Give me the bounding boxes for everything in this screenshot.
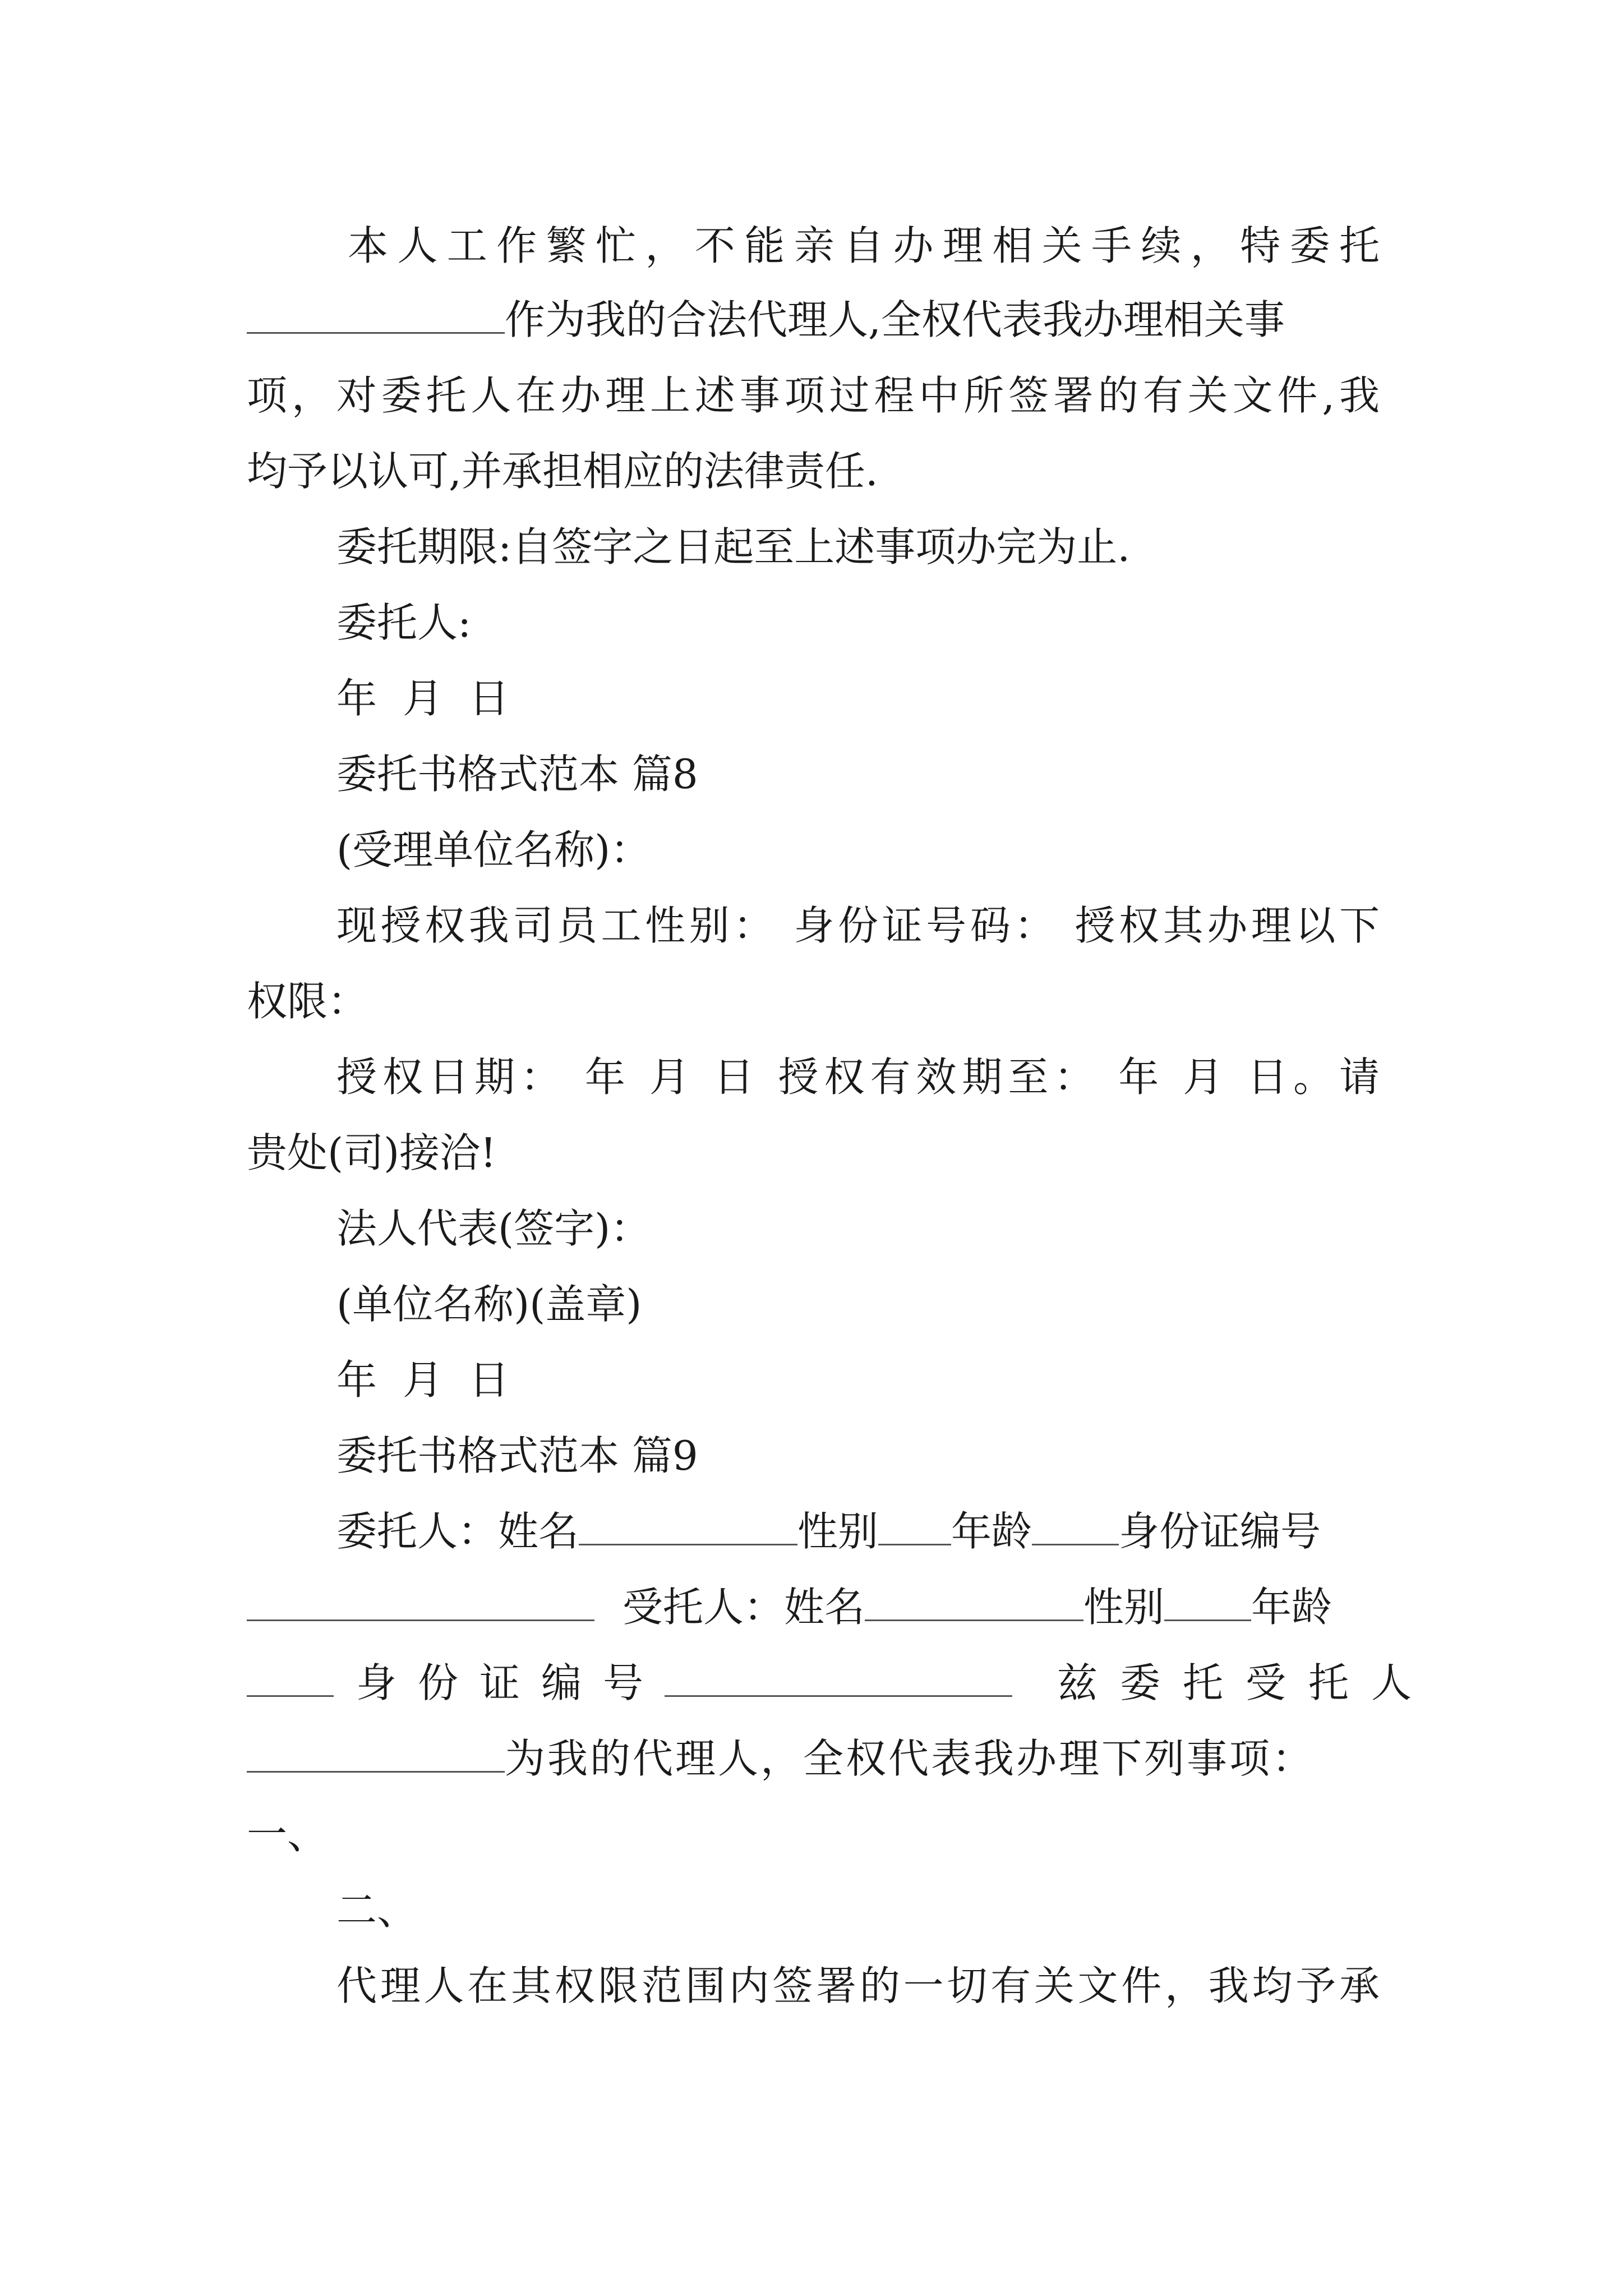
section-heading: 委托书格式范本 篇9 [336,1432,698,1479]
paragraph-text: 为我的代理人，全权代表我办理下列事项： [505,1735,1315,1782]
paragraph-text: 作为我的合法代理人,全权代表我办理相关事 [505,296,1285,343]
fill-in-blank [865,1584,1083,1621]
fill-in-blank [579,1508,797,1545]
paragraph-line: 委托人: [336,599,472,646]
paragraph-line: 委托期限:自签字之日起至上述事项办完为止. [336,523,1131,570]
paragraph-line: 一、 [247,1811,328,1858]
fill-in-blank [247,1584,594,1621]
paragraph-line: 项，对委托人在办理上述事项过程中所签署的有关文件,我 [247,372,1380,419]
section-heading: 委托书格式范本 篇8 [336,751,698,798]
paragraph-text: 性别 [1083,1584,1165,1631]
date-line [336,1353,509,1407]
paragraph-text: 年龄 [951,1508,1032,1555]
paragraph-text: 年龄 [1251,1584,1332,1631]
fill-in-blank [247,1659,334,1697]
fill-in-blank [878,1508,951,1545]
paragraph-text: 受托人：姓名 [623,1584,865,1631]
fill-in-blank [1164,1584,1251,1621]
paragraph-line: 本人工作繁忙，不能亲自办理相关手续，特委托 [348,222,1380,269]
paragraph-line: (单位名称)(盖章) [336,1281,642,1328]
paragraph-line [247,1732,1380,1786]
paragraph-line: 现授权我司员工性别： 身份证号码： 授权其办理以下 [336,902,1380,949]
fill-in-blank [665,1659,1012,1697]
paragraph-text: 委托人：姓名 [336,1508,579,1555]
date-line [336,671,509,725]
date-year: 年 [336,675,377,722]
date-day: 日 [469,1356,510,1404]
paragraph-line [247,293,1380,347]
paragraph-line: 授权日期： 年 月 日 授权有效期至： 年 月 日。请 [336,1053,1380,1101]
paragraph-line: (受理单位名称)： [336,826,651,873]
date-month: 月 [403,1356,444,1404]
date-year: 年 [336,1356,377,1404]
fill-in-blank [1032,1508,1119,1545]
paragraph-text: 性别 [797,1508,879,1555]
paragraph-line [247,1656,1435,1710]
paragraph-text: 身份证编号 [1119,1508,1321,1555]
paragraph-text: 兹委托受托人 [1057,1659,1435,1706]
paragraph-text: 身份证编号 [356,1659,665,1706]
paragraph-line: 均予以认可,并承担相应的法律责任. [247,448,878,495]
date-month: 月 [403,675,444,722]
paragraph-line [336,1504,1380,1558]
paragraph-line [247,1580,1380,1634]
fill-in-blank [247,1735,505,1773]
paragraph-line: 二、 [336,1887,418,1934]
paragraph-line: 代理人在其权限范围内签署的一切有关文件，我均予承 [336,1962,1380,2009]
date-day: 日 [469,675,510,722]
paragraph-line: 贵处(司)接洽! [247,1129,497,1176]
paragraph-line: 法人代表(签字)： [336,1205,651,1252]
paragraph-line: 权限： [247,978,368,1025]
fill-in-blank [247,296,505,334]
